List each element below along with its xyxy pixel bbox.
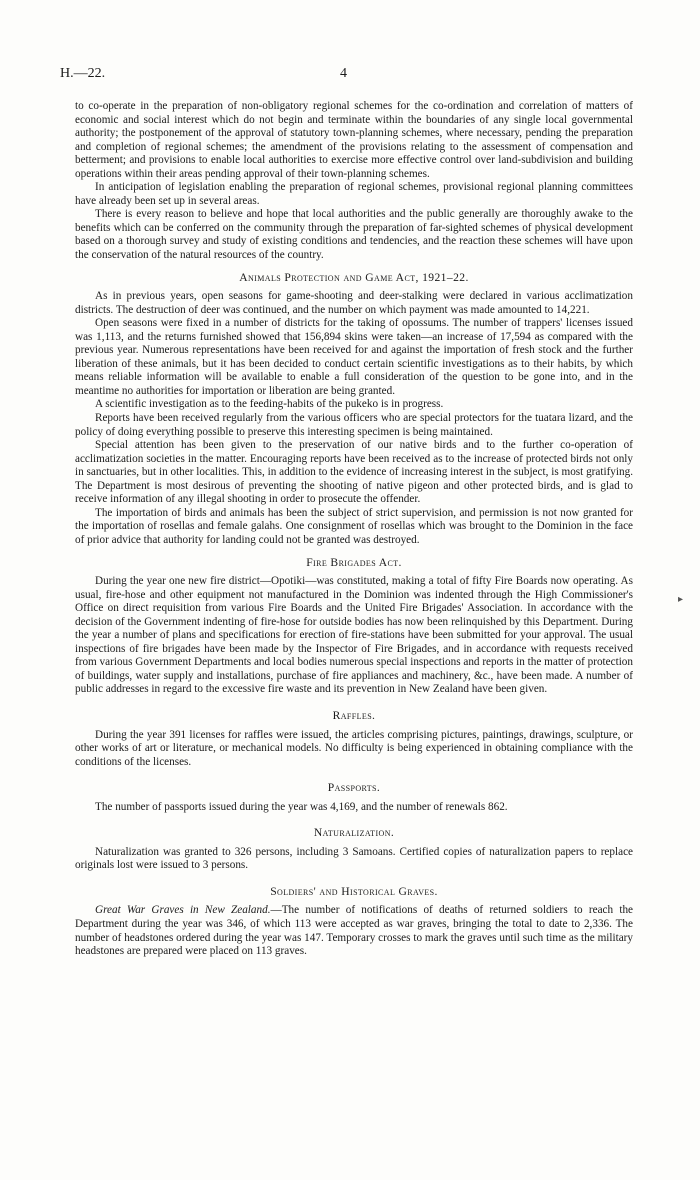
document-body [75, 100, 633, 959]
section-heading: Raffles. [332, 708, 376, 722]
paragraph-lead: Great War Graves in New Zealand. [95, 904, 271, 917]
paragraph: During the year one new fire district—Opotiki—was constituted, making a total of fifty Fire Boards now operating. As usual, fire-hose and other equipment not manufactured in the Dominion was indented through the High Commissioner's Office on direct requisition from various Fire Boards and the United Fire Brigades' Association. In accordance with the decision of the Government indenting of fire-hose for outside bodies has now been relinquished by this Department. During the year a number of plans and specifications for erection of fire-stations have been submitted for your approval. The usual inspections of fire brigades have been made by the Inspector of Fire Brigades, and in accordance with requests received from various Government Departments and local bodies numerous special inspections and reports in the matter of protection of buildings, water supply and installations, purchase of fire appliances and machinery, &c., have been made. A number of public addresses in regard to the excessive fire waste and its prevention in New Zealand have been given. [75, 575, 633, 696]
section-heading: Fire Brigades Act. [306, 555, 402, 569]
paragraph: As in previous years, open seasons for game-shooting and deer-stalking were declared in various acclimatization districts. The destruction of deer was continued, and the number on which payment was made amounted to 14,221. [75, 290, 633, 316]
paragraph: In anticipation of legislation enabling the preparation of regional schemes, provisional regional planning committees have already been set up in several areas. [75, 181, 633, 207]
page-number: 4 [340, 66, 347, 81]
margin-mark: ▸ [678, 594, 684, 605]
section-heading: Naturalization. [313, 826, 395, 840]
paragraph: Special attention has been given to the preservation of our native birds and to the further co-operation of acclimatization societies in the matter. Encouraging reports have been received as to the increase of protected birds not only in sanctuaries, but in other localities. This, in addition to the evidence of increasing interest in the subject, is most gratifying. The Department is most desirous of preventing the shooting of native pigeon and other protected birds, and is glad to receive information of any illegal shooting in order to prosecute the offender. [75, 439, 633, 506]
section-heading: Passports. [327, 781, 381, 795]
paragraph: Naturalization was granted to 326 persons, including 3 Samoans. Certified copies of naturalization papers to replace originals lost were issued to 3 persons. [75, 845, 633, 872]
document-reference: H.—22. [60, 66, 106, 81]
paragraph: The number of passports issued during the year was 4,169, and the number of renewals 862. [95, 800, 508, 813]
section-heading: Soldiers' and Historical Graves. [270, 884, 438, 898]
paragraph-text: —The number of notifications of deaths of returned soldiers to reach the Department during the year was 346, of which 113 were accepted as war graves, bringing the total to date to 2,336. The number of headstones ordered during the year was 147. Temporary crosses to mark the graves until such time as the military headstones are prepared were placed on 113 graves. [75, 904, 634, 958]
paragraph: There is every reason to believe and hope that local authorities and the public generally are thoroughly awake to the benefits which can be conferred on the community through the preparation of far-sighted schemes of physical development based on a thorough survey and study of existing conditions and tendencies, and the reaction these schemes will have upon the conservation of the natural resources of the country. [75, 208, 633, 262]
paragraph: During the year 391 licenses for raffles were issued, the articles comprising pictures, paintings, drawings, sculpture, or other works of art or literature, or mechanical models. No difficulty is being experienced in obtaining compliance with the conditions of the licenses. [75, 728, 633, 768]
paragraph: Open seasons were fixed in a number of districts for the taking of opossums. The number of trappers' licenses issued was 1,113, and the returns furnished showed that 156,894 skins were taken—an increase of 17,594 as compared with the previous year. Numerous representations have been received for and against the importation of fresh stock and the further liberation of these animals, but it has been decided to conduct certain scientific investigations as to their habits, by which means reliable information will be available to enable a full consideration of the question to be gone into, and in the meantime no authorities for importation or liberation are being granted. [75, 317, 633, 397]
paragraph: to co-operate in the preparation of non-obligatory regional schemes for the co-ordination and correlation of matters of economic and social interest which do not begin and terminate within the boundaries of any single local governmental authority; the postponement of the approval of statutory town-planning schemes, where necessary, pending the preparation and completion of regional schemes; the amendment of the provisions relating to the assessment of compensation and betterment; and provisions to enable local authorities to exercise more effective control over land-subdivision and building operations within their areas pending approval of their town-planning schemes. [75, 100, 633, 180]
paragraph: Reports have been received regularly from the various officers who are special protectors for the tuatara lizard, and the policy of doing everything possible to preserve this interesting specimen is being maintained. [75, 412, 633, 438]
section-heading: Animals Protection and Game Act, 1921–22. [239, 270, 469, 284]
paragraph: The importation of birds and animals has been the subject of strict supervision, and permission is not now granted for the importation of rosellas and female galahs. One consignment of rosellas which was brought to the Dominion in the face of prior advice that authority for landing could not be granted was destroyed. [75, 506, 633, 546]
paragraph: A scientific investigation as to the feeding-habits of the pukeko is in progress. [95, 398, 444, 411]
page-header [60, 66, 640, 86]
paragraph [75, 904, 633, 958]
